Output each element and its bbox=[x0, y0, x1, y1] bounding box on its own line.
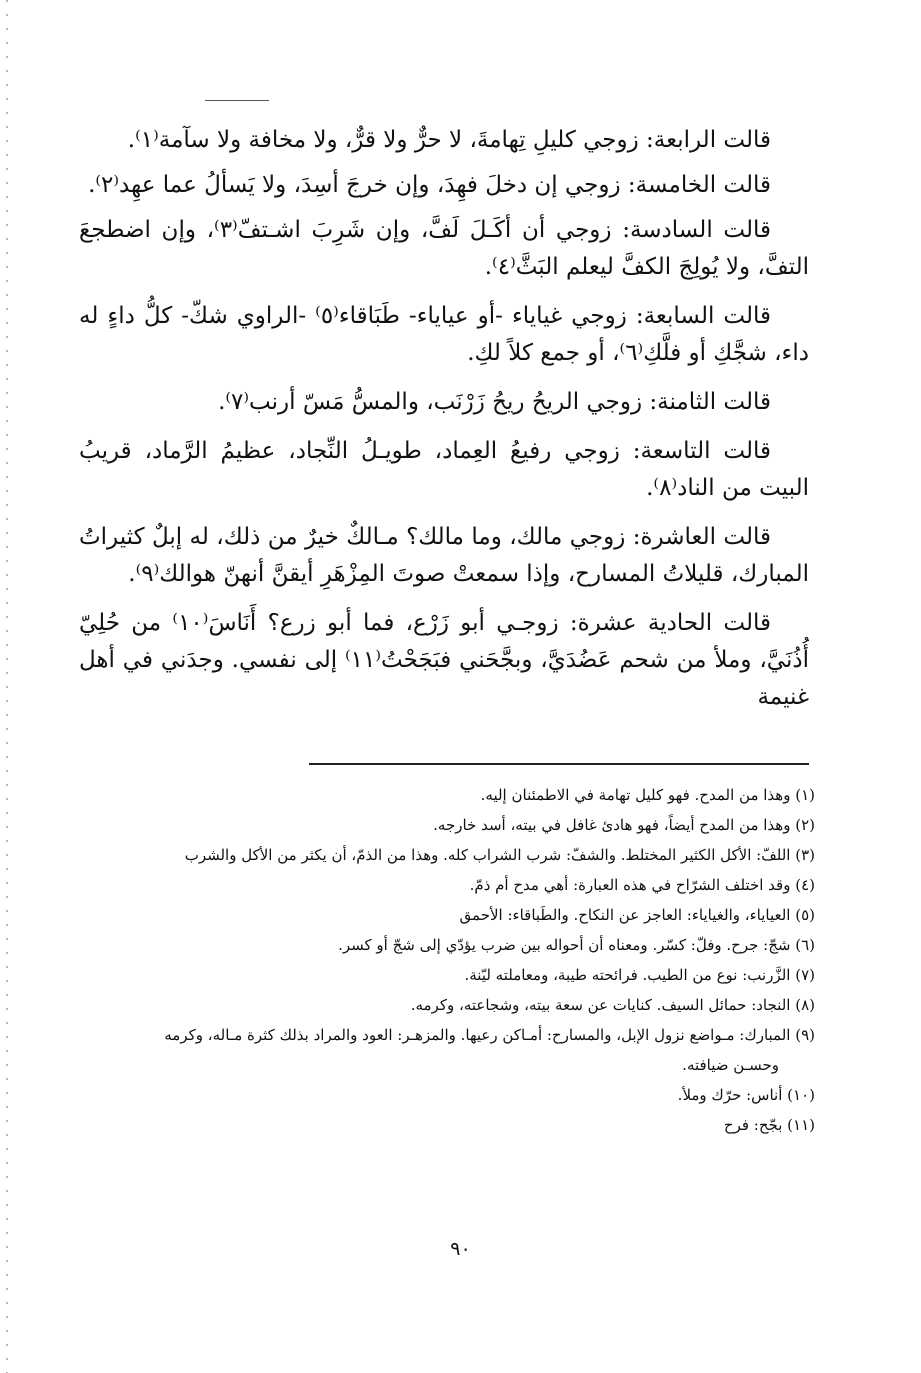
paragraph-eighth: قالت الثامنة: زوجي الريحُ ريحُ زَرْنَب، والمسُّ مَسّ أرنب⁽٧⁾. bbox=[218, 389, 771, 415]
footnote-9-continuation: وحسـن ضيافته. bbox=[682, 1056, 779, 1074]
header-rule-mark bbox=[205, 100, 269, 101]
footnote-9: (٩) المبارك: مـواضع نزول الإبل، والمسارح: أمـاكن رعيها. والمزهـر: العود والمراد بذلك كثرة مـاله، وكرمه bbox=[164, 1026, 815, 1044]
footnote-4: (٤) وقد اختلف الشرّاح في هذه العبارة: أهي مدح أم ذمّ. bbox=[469, 876, 815, 894]
paragraph-sixth: قالت السادسة: زوجي أن أكَـلَ لَفَّ، وإن شَرِبَ اشـتفّ⁽٣⁾، وإن اضطجعَ التفَّ، ولا يُولِجَ الكفَّ ليعلم البَثَّ⁽٤⁾. bbox=[79, 217, 809, 280]
footnote-3: (٣) اللفّ: الأكل الكثير المختلط. والشفّ: شرب الشراب كله. وهذا من الذمّ، أن يكثر من الأكل والشرب bbox=[184, 846, 815, 864]
footnote-8: (٨) النجاد: حمائل السيف. كنايات عن سعة بيته، وشجاعته، وكرمه. bbox=[410, 996, 815, 1014]
paragraph-ninth: قالت التاسعة: زوجي رفيعُ العِماد، طويـلُ النِّجاد، عظيمُ الرَّماد، قريبُ البيت من الناد⁽٨⁾. bbox=[79, 438, 809, 501]
paragraph-fifth: قالت الخامسة: زوجي إن دخلَ فهِدَ، وإن خرجَ أسِدَ، ولا يَسألُ عما عهِد⁽٢⁾. bbox=[88, 172, 771, 198]
footnote-7: (٧) الزَّرنب: نوع من الطيب. فرائحته طيبة، ومعاملته ليّنة. bbox=[464, 966, 815, 984]
paragraph-eleventh: قالت الحادية عشرة: زوجـي أبو زَرْع، فما أبو زرع؟ أَنَاسَ⁽١٠⁾ من حُلِيّ أُذُنَيَّ، وملأ من شحم عَضُدَيَّ، وبجَّحَني فبَجَحْتُ⁽١١⁾ إلى نفسي. وجدَني في أهل غنيمة bbox=[79, 610, 809, 710]
footnote-5: (٥) العياياء، والغياياء: العاجز عن النكاح. والطَباقاء: الأحمق bbox=[459, 906, 815, 924]
paragraph-fourth: قالت الرابعة: زوجي كليلِ تِهامةَ، لا حرٌّ ولا قرٌّ، ولا مخافة ولا سآمة⁽١⁾. bbox=[127, 127, 771, 153]
footnote-1: (١) وهذا من المدح. فهو كليل تهامة في الاطمئنان إليه. bbox=[480, 786, 815, 804]
footnote-10: (١٠) أناس: حرّك وملأ. bbox=[677, 1086, 815, 1104]
footnote-2: (٢) وهذا من المدح أيضاً، فهو هادئ غافل في بيته، أسد خارجه. bbox=[433, 816, 815, 834]
footnote-6: (٦) شجّ: جرح. وفلّ: كسّر. ومعناه أن أحواله بين ضرب يؤدّي إلى شجّ أو كسر. bbox=[338, 936, 815, 954]
footnote-separator bbox=[309, 763, 809, 765]
footnotes bbox=[75, 780, 815, 1140]
paragraph-tenth: قالت العاشرة: زوجي مالك، وما مالك؟ مـالكٌ خيرٌ من ذلك، له إبلٌ كثيراتُ المبارك، قليلاتُ المسارح، وإذا سمعتْ صوتَ المِزْهَرِ أيقنَّ أنهنّ هوالك⁽٩⁾. bbox=[79, 524, 809, 587]
footnote-11: (١١) بجّح: فرح bbox=[723, 1116, 815, 1134]
scan-edge-dots bbox=[6, 0, 8, 1373]
paragraph-seventh: قالت السابعة: زوجي غياياء -أو عياياء- طَبَاقاء⁽٥⁾ -الراوي شكّ- كلُّ داءٍ له داء، شجَّكِ أو فلَّكِ⁽٦⁾، أو جمع كلاً لكِ. bbox=[79, 303, 809, 366]
main-text bbox=[79, 122, 809, 728]
page-number: ٩٠ bbox=[450, 1238, 471, 1260]
